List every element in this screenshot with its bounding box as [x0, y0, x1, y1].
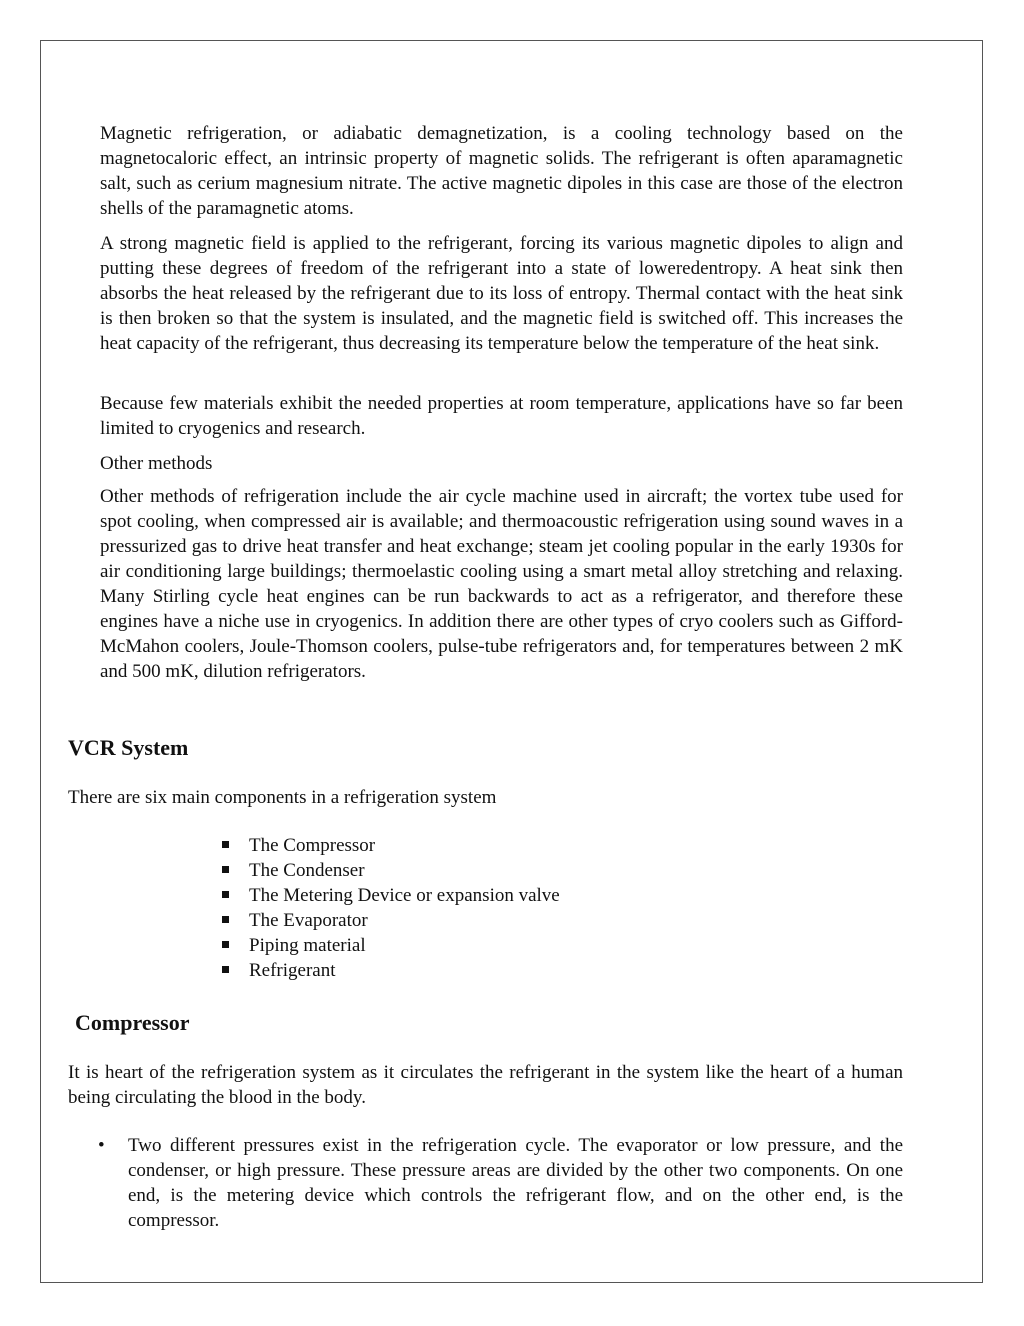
heading-vcr-system: VCR System	[68, 735, 189, 760]
square-bullet-icon	[222, 841, 229, 848]
square-bullet-icon	[222, 866, 229, 873]
heading-compressor: Compressor	[75, 1010, 190, 1035]
list-item: The Evaporator	[218, 908, 560, 933]
list-item: The Condenser	[218, 858, 560, 883]
paragraph-magnetic-refrigeration: Magnetic refrigeration, or adiabatic demagnetization, is a cooling technology based on the magnetocaloric effect, an intrinsic property of magnetic solids. The refrigerant is often aparamagnetic salt, such as cerium magnesium nitrate. The active magnetic dipoles in this case are those of the electron shells of the paramagnetic atoms.	[100, 123, 903, 219]
bullet-icon: •	[98, 1135, 105, 1156]
paragraph-compressor-intro: It is heart of the refrigeration system as it circulates the refrigerant in the system like the heart of a human being circulating the blood in the body.	[68, 1062, 903, 1108]
paragraph-other-methods: Other methods of refrigeration include the air cycle machine used in aircraft; the vortex tube used for spot cooling, when compressed air is available; and thermoacoustic refrigeration using sound waves in a pressurized gas to drive heat transfer and heat exchange; steam jet cooling popular in the early 1930s for air conditioning large buildings; thermoelastic cooling using a smart metal alloy stretching and relaxing. Many Stirling cycle heat engines can be run backwards to act as a refrigerator, and therefore these engines have a niche use in cryogenics. In addition there are other types of cryo coolers such as Gifford-McMahon coolers, Joule-Thomson coolers, pulse-tube refrigerators and, for temperatures between 2 mK and 500 mK, dilution refrigerators.	[100, 486, 903, 682]
list-item: The Metering Device or expansion valve	[218, 883, 560, 908]
square-bullet-icon	[222, 966, 229, 973]
square-bullet-icon	[222, 941, 229, 948]
list-item: Refrigerant	[218, 958, 560, 983]
square-bullet-icon	[222, 916, 229, 923]
list-item: The Compressor	[218, 833, 560, 858]
paragraph-magnetic-field: A strong magnetic field is applied to the refrigerant, forcing its various magnetic dipoles to align and putting these degrees of freedom of the refrigerant into a state of loweredentropy. A heat sink then absorbs the heat released by the refrigerant due to its loss of entropy. Thermal contact with the heat sink is then broken so that the system is insulated, and the magnetic field is switched off. This increases the heat capacity of the refrigerant, thus decreasing its temperature below the temperature of the heat sink.	[100, 233, 903, 354]
paragraph-vcr-intro: There are six main components in a refrigeration system	[68, 787, 497, 808]
square-bullet-icon	[222, 891, 229, 898]
list-item: Piping material	[218, 933, 560, 958]
subheading-other-methods: Other methods	[100, 453, 213, 474]
compressor-bullet	[98, 1133, 903, 1233]
paragraph-room-temperature: Because few materials exhibit the needed properties at room temperature, applications have so far been limited to cryogenics and research.	[100, 393, 903, 439]
bullet-text: Two different pressures exist in the refrigeration cycle. The evaporator or low pressure, and the condenser, or high pressure. These pressure areas are divided by the other two components. On one end, is the metering device which controls the refrigerant flow, and on the other end, is the compressor.	[128, 1135, 903, 1231]
component-list	[218, 833, 560, 983]
